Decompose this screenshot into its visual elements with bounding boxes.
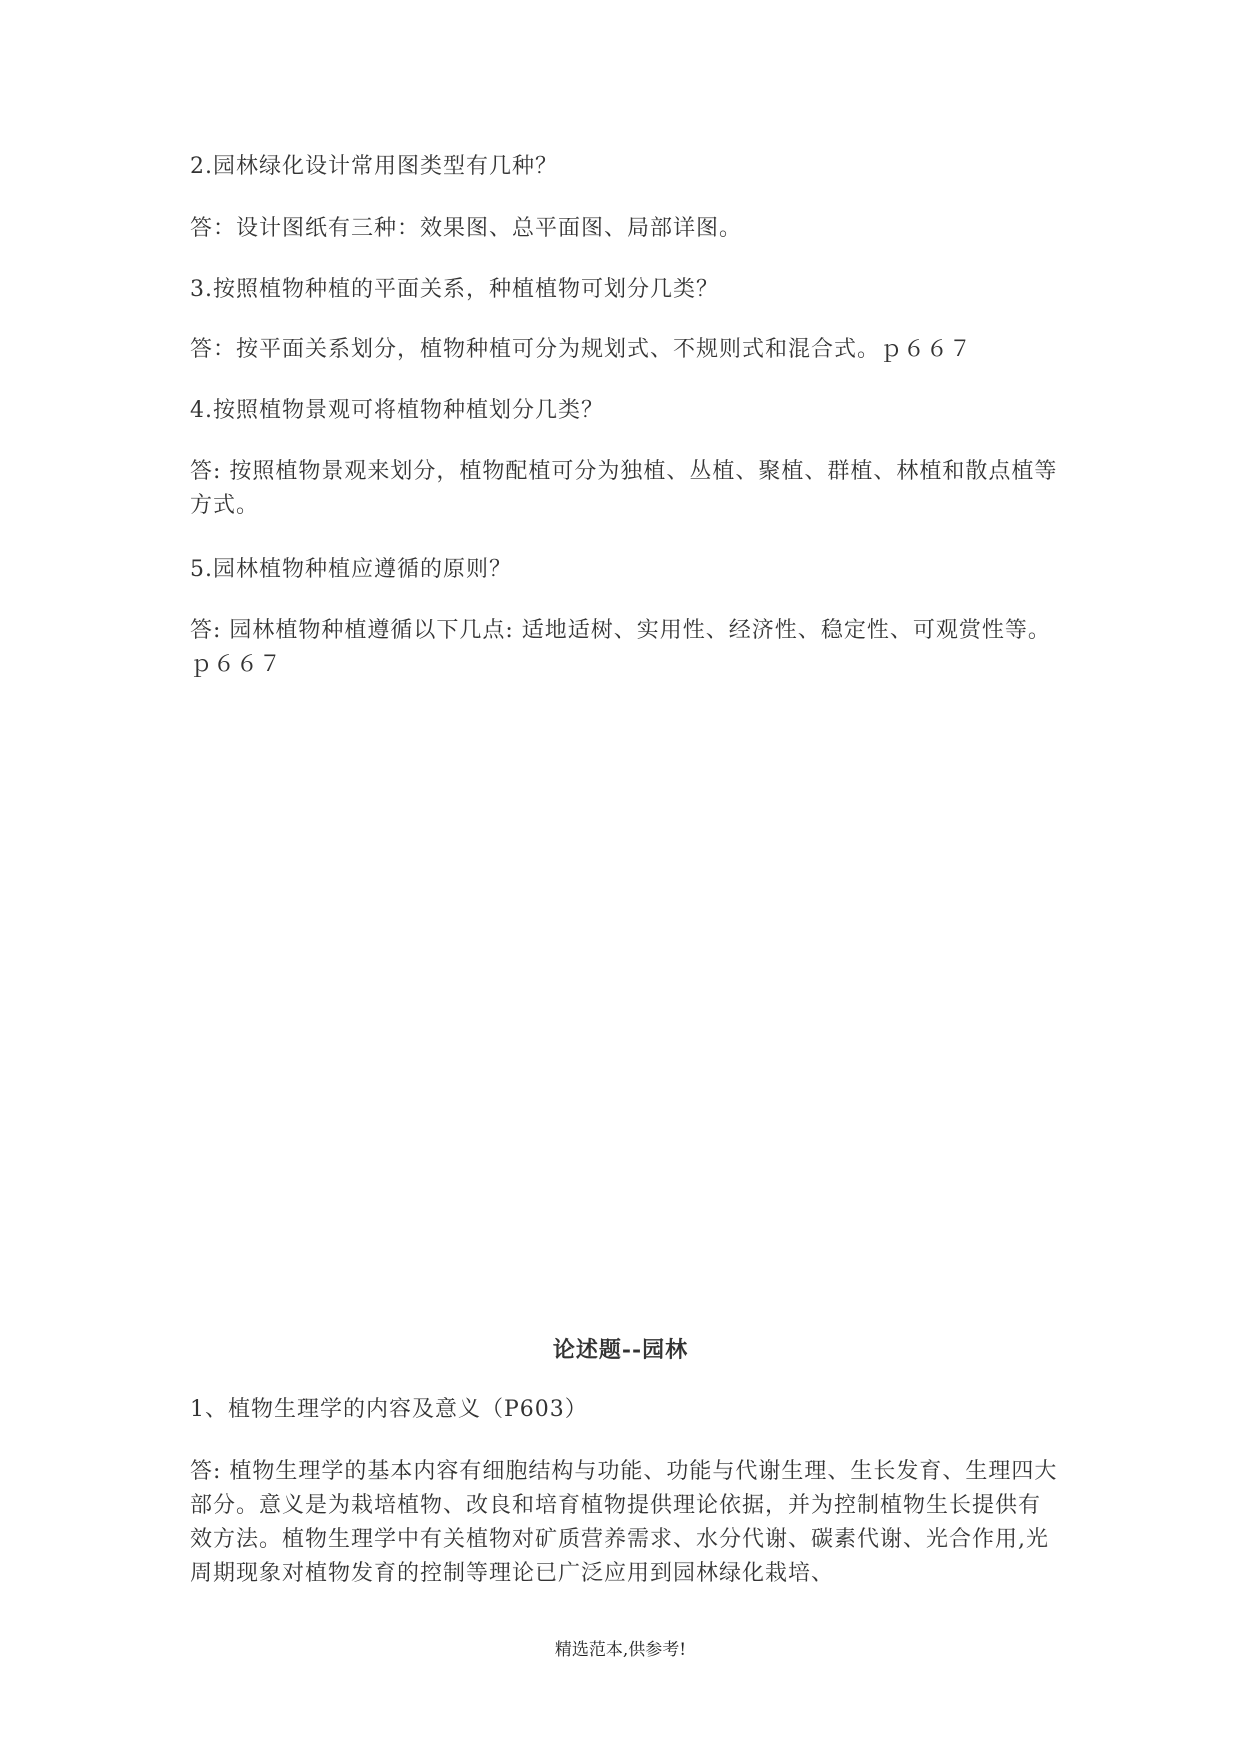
- question-2: 2.园林绿化设计常用图类型有几种？: [190, 154, 558, 179]
- question-3: 3.按照植物种植的平面关系，种植植物可划分几类？: [190, 277, 719, 302]
- essay-question-1: 1、植物生理学的内容及意义（P603）: [190, 1397, 588, 1422]
- answer-4: 答: 按照植物景观来划分，植物配植可分为独植、丛植、聚植、群植、林植和散点植等方式。: [190, 459, 1058, 518]
- page-footer: 精选范本,供参考!: [554, 1640, 687, 1660]
- essay-answer-1: 答: 植物生理学的基本内容有细胞结构与功能、功能与代谢生理、生长发育、生理四大部分。意义是为栽培植物、改良和培育植物提供理论依据，并为控制植物生长提供有效方法。植物生理学中有关植物对矿质营养需求、水分代谢、碳素代谢、光合作用,光周期现象对植物发育的控制等理论已广泛应用到园林绿化栽培、: [190, 1459, 1058, 1586]
- answer-3: 答：按平面关系划分，植物种植可分为规划式、不规则式和混合式。ｐ６６７: [190, 337, 973, 362]
- question-5: 5.园林植物种植应遵循的原则？: [190, 557, 512, 582]
- section-title: 论述题--园林: [552, 1337, 689, 1363]
- question-4: 4.按照植物景观可将植物种植划分几类？: [190, 398, 604, 423]
- answer-2: 答：设计图纸有三种：效果图、总平面图、局部详图。: [190, 216, 743, 241]
- answer-5: 答: 园林植物种植遵循以下几点: 适地适树、实用性、经济性、稳定性、可观赏性等。ｐ６６７: [190, 618, 1051, 677]
